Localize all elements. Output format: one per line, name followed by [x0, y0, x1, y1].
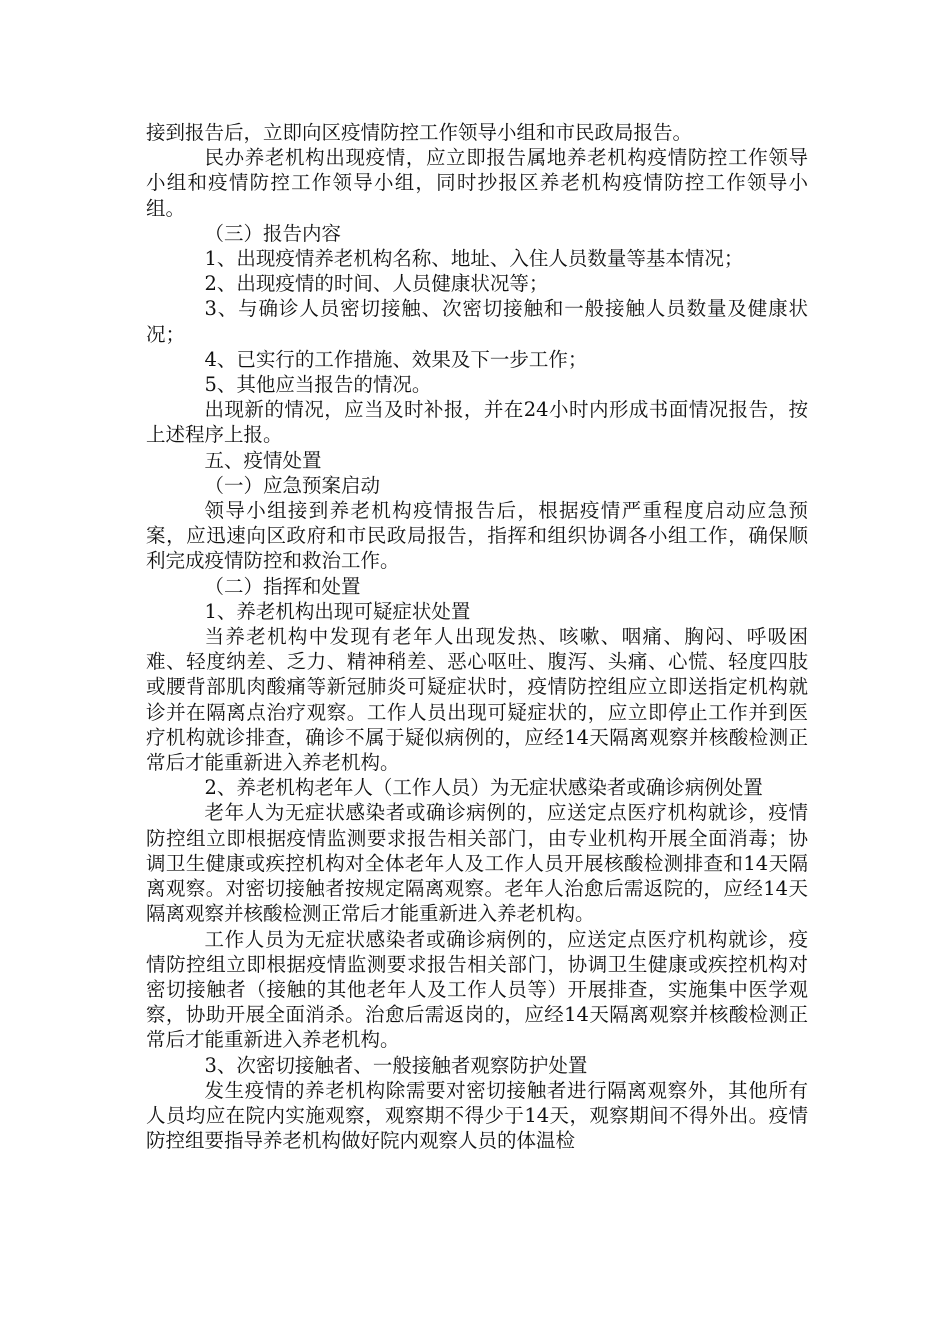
paragraph-report-after-receipt: 接到报告后，立即向区疫情防控工作领导小组和市民政局报告。: [146, 121, 693, 144]
paragraph-emergency-plan: 领导小组接到养老机构疫情报告后，根据疫情严重程度启动应急预案，应迅速向区政府和市民政局报告，指挥和组织协调各小组工作，确保顺利完成疫情防控和救治工作。: [146, 499, 808, 573]
paragraph-supplementary-report: 出现新的情况，应当及时补报，并在24小时内形成书面情况报告，按上述程序上报。: [146, 398, 808, 447]
item-secondary-contacts: 3、次密切接触者、一般接触者观察防护处置: [204, 1053, 588, 1077]
paragraph-observation: 发生疫情的养老机构除需要对密切接触者进行隔离观察外，其他所有人员均应在院内实施观察，观察期不得少于14天，观察期间不得外出。疫情防控组要指导养老机构做好院内观察人员的体温检: [146, 1078, 808, 1153]
subheading-emergency-plan: （一）应急预案启动: [204, 473, 381, 497]
paragraph-elderly-confirmed: 老年人为无症状感染者或确诊病例的，应送定点医疗机构就诊，疫情防控组立即根据疫情监测要求报告相关部门，由专业机构开展全面消毒；协调卫生健康或疾控机构对全体老年人及工作人员开展核酸检测排查和14天隔离观察。对密切接触者按规定隔离观察。老年人治愈后需返院的，应经14天隔离观察并核酸检测正常后才能重新进入养老机构。: [146, 801, 808, 926]
subheading-report-content: （三）报告内容: [204, 221, 342, 245]
item-confirmed-cases: 2、养老机构老年人（工作人员）为无症状感染者或确诊病例处置: [204, 776, 763, 800]
item-suspicious-symptoms: 1、养老机构出现可疑症状处置: [204, 599, 471, 623]
list-item-5: 5、其他应当报告的情况。: [204, 373, 432, 397]
paragraph-staff-confirmed: 工作人员为无症状感染者或确诊病例的，应送定点医疗机构就诊，疫情防控组立即根据疫情监测要求报告相关部门，协调卫生健康或疾控机构对密切接触者（接触的其他老年人及工作人员等）开展排查，实施集中医学观察，协助开展全面消杀。治愈后需返岗的，应经14天隔离观察并核酸检测正常后才能重新进入养老机构。: [146, 927, 808, 1052]
document-body: [146, 120, 808, 1153]
paragraph-private-institution: 民办养老机构出现疫情，应立即报告属地养老机构疫情防控工作领导小组和疫情防控工作领导小组，同时抄报区养老机构疫情防控工作领导小组。: [146, 146, 808, 220]
paragraph-suspicious-symptoms: 当养老机构中发现有老年人出现发热、咳嗽、咽痛、胸闷、呼吸困难、轻度纳差、乏力、精神稍差、恶心呕吐、腹泻、头痛、心慌、轻度四肢或腰背部肌肉酸痛等新冠肺炎可疑症状时，疫情防控组应立即送指定机构就诊并在隔离点治疗观察。工作人员出现可疑症状的，应立即停止工作并到医疗机构就诊排查，确诊不属于疑似病例的，应经14天隔离观察并核酸检测正常后才能重新进入养老机构。: [146, 625, 808, 775]
subheading-command-handling: （二）指挥和处置: [204, 574, 361, 598]
list-item-2: 2、出现疫情的时间、人员健康状况等；: [204, 272, 549, 296]
list-item-4: 4、已实行的工作措施、效果及下一步工作；: [204, 347, 588, 371]
list-item-3: 3、与确诊人员密切接触、次密切接触和一般接触人员数量及健康状况；: [146, 297, 808, 346]
section-heading-epidemic-handling: 五、疫情处置: [204, 448, 322, 472]
list-item-1: 1、出现疫情养老机构名称、地址、入住人员数量等基本情况；: [204, 247, 744, 271]
